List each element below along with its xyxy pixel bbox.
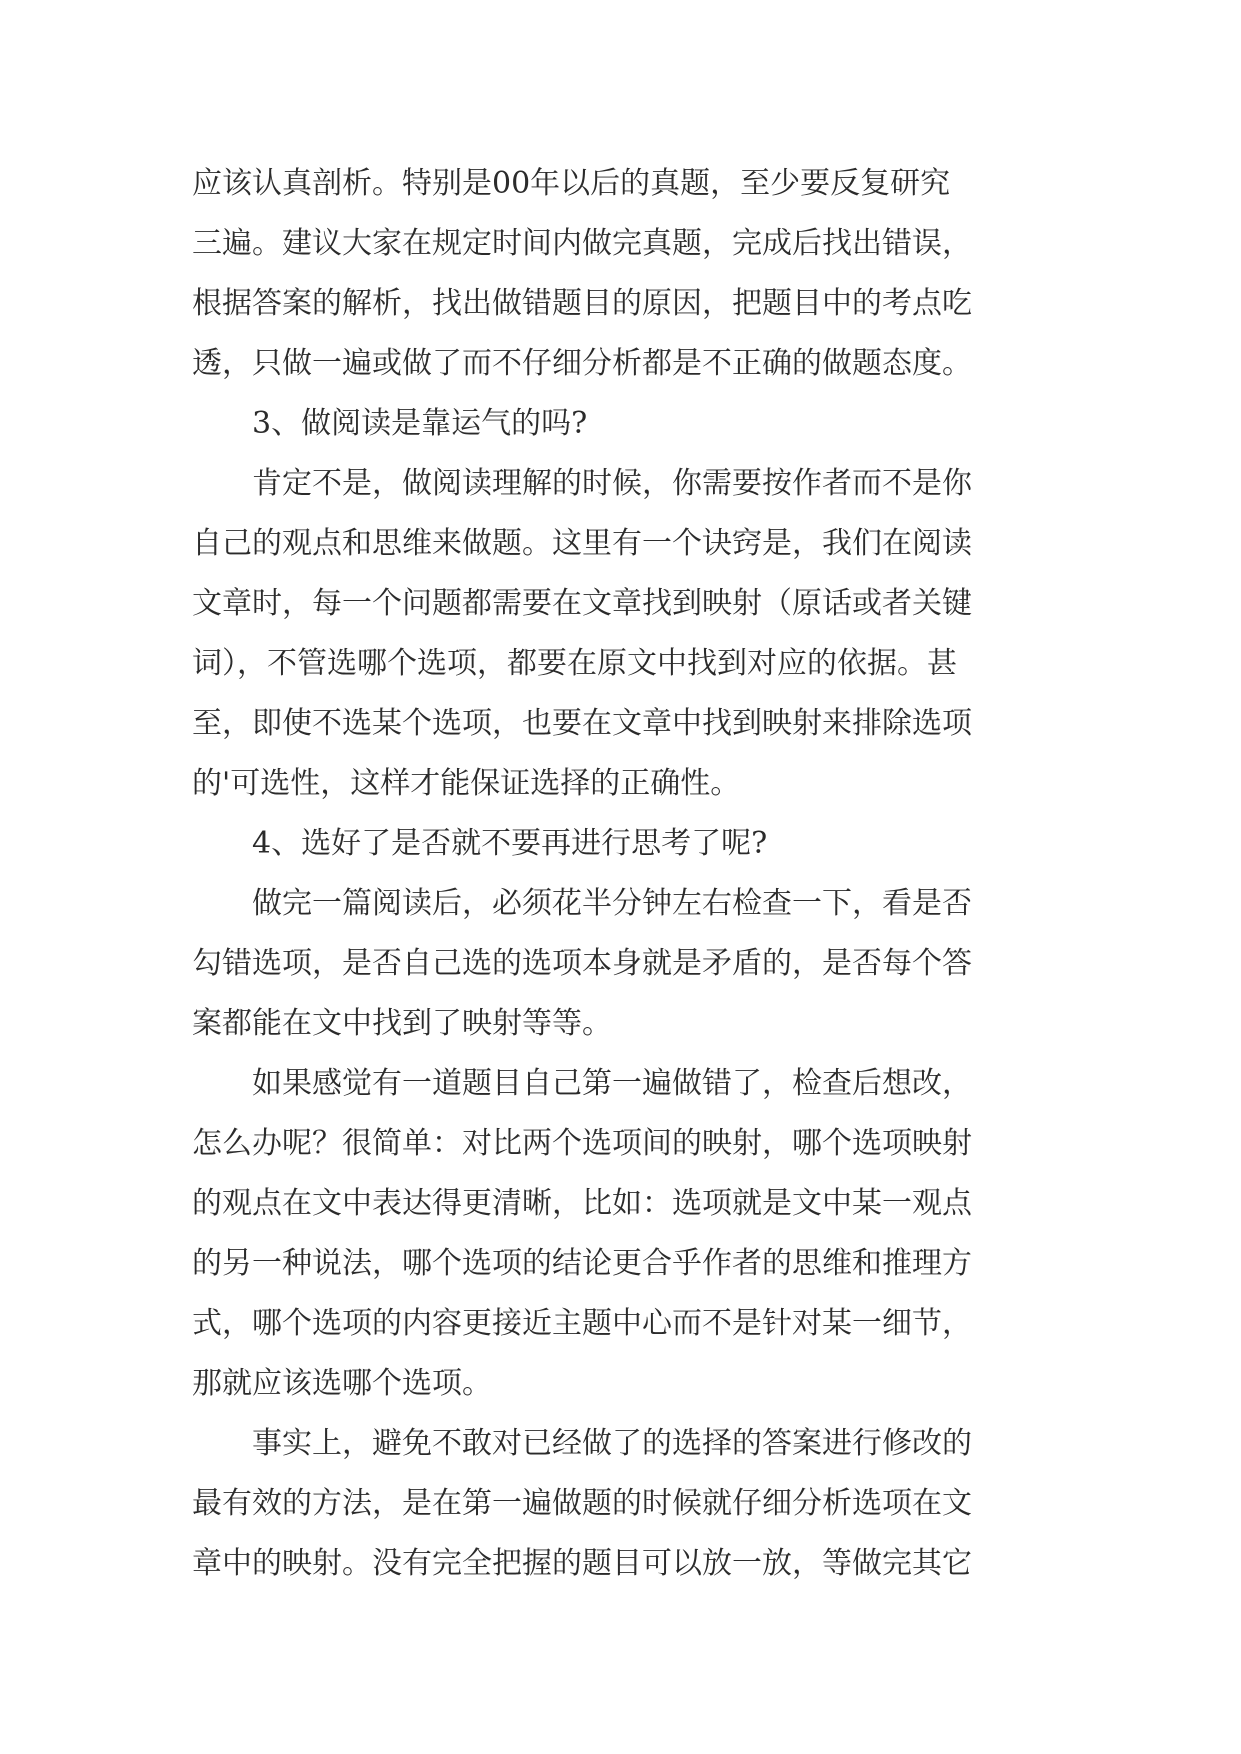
text-line: 的'可选性，这样才能保证选择的正确性。 [192,766,741,801]
text-line: 勾错选项，是否自己选的选项本身就是矛盾的，是否每个答 [192,946,972,981]
text-line: 词），不管选哪个选项，都要在原文中找到对应的依据。甚 [192,646,957,681]
text-line: 最有效的方法，是在第一遍做题的时候就仔细分析选项在文 [192,1486,972,1521]
text-line: 做完一篇阅读后，必须花半分钟左右检查一下，看是否 [252,886,972,921]
text-line: 文章时，每一个问题都需要在文章找到映射（原话或者关键 [192,586,972,621]
text-line: 自己的观点和思维来做题。这里有一个诀窍是，我们在阅读 [192,526,972,561]
text-line: 章中的映射。没有完全把握的题目可以放一放，等做完其它 [192,1546,972,1581]
text-line: 的观点在文中表达得更清晰，比如：选项就是文中某一观点 [192,1186,972,1221]
text-line: 透，只做一遍或做了而不仔细分析都是不正确的做题态度。 [192,346,972,381]
text-line: 三遍。建议大家在规定时间内做完真题，完成后找出错误， [192,226,972,261]
text-line: 如果感觉有一道题目自己第一遍做错了，检查后想改， [252,1066,972,1101]
text-line: 应该认真剖析。特别是00年以后的真题，至少要反复研究 [192,166,951,201]
text-line: 根据答案的解析，找出做错题目的原因，把题目中的考点吃 [192,286,972,321]
text-line: 那就应该选哪个选项。 [192,1366,492,1401]
text-line: 至，即使不选某个选项，也要在文章中找到映射来排除选项 [192,706,972,741]
text-line: 案都能在文中找到了映射等等。 [192,1006,612,1041]
section-heading: 3、做阅读是靠运气的吗? [252,406,588,441]
text-line: 怎么办呢？很简单：对比两个选项间的映射，哪个选项映射 [192,1126,972,1161]
text-line: 式，哪个选项的内容更接近主题中心而不是针对某一细节， [192,1306,972,1341]
text-line: 的另一种说法，哪个选项的结论更合乎作者的思维和推理方 [192,1246,972,1281]
section-heading: 4、选好了是否就不要再进行思考了呢? [252,826,768,861]
text-line: 事实上，避免不敢对已经做了的选择的答案进行修改的 [252,1426,972,1461]
text-line: 肯定不是，做阅读理解的时候，你需要按作者而不是你 [252,466,972,501]
